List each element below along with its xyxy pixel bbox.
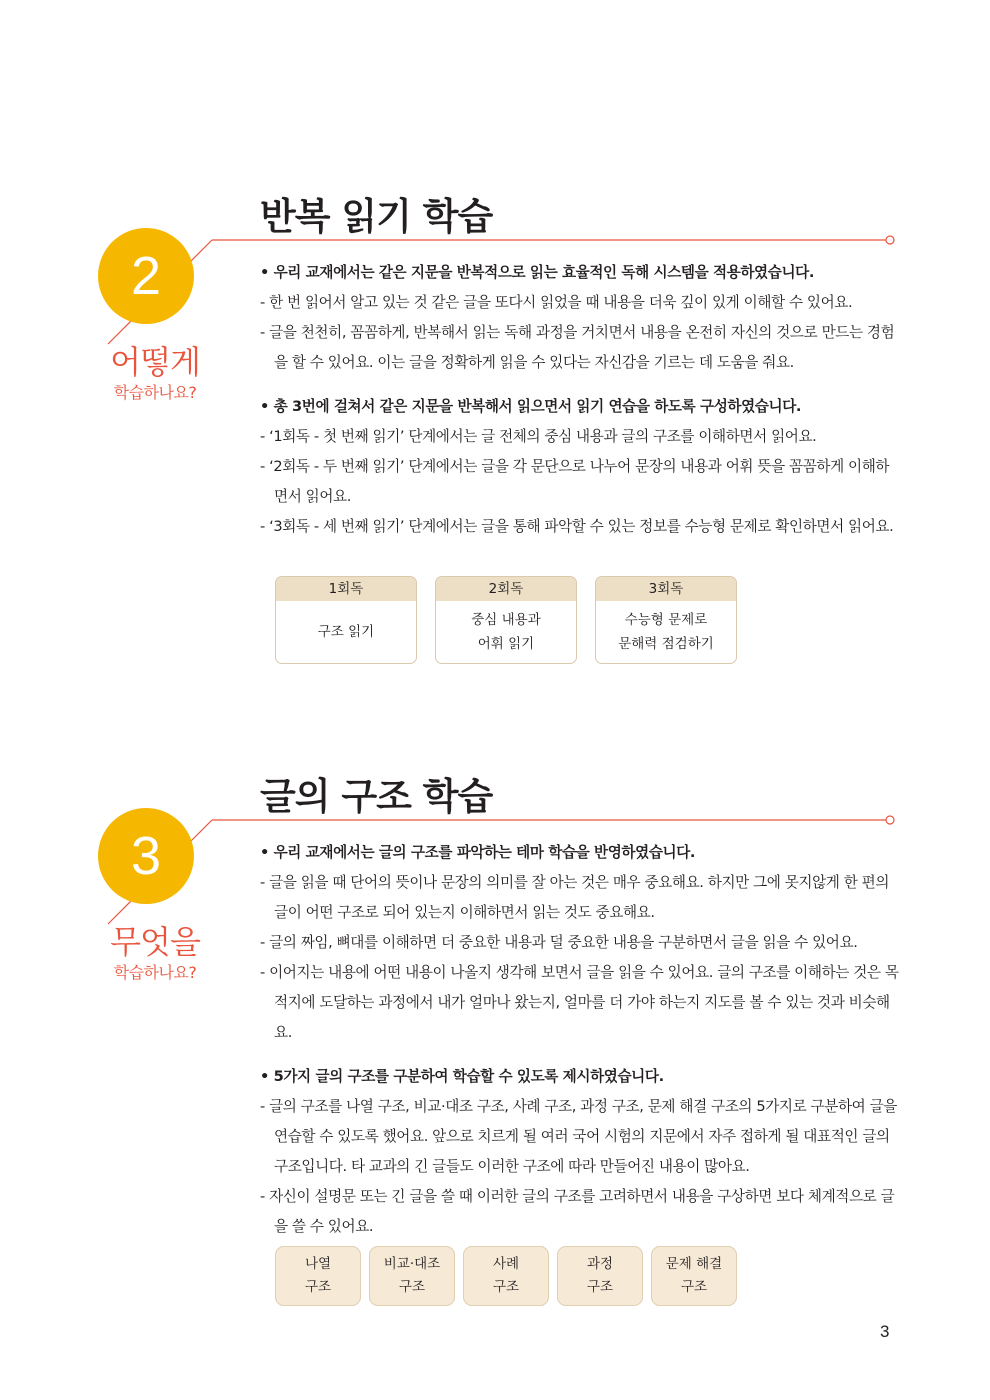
tag-text: 사례 구조 [492,1256,520,1295]
list-item: - 글의 짜임, 뼈대를 이해하면 더 중요한 내용과 덜 중요한 내용을 구분하면서 글을 읽을 수 있어요. [260,934,858,951]
tag-text: 비교·대조 구조 [383,1256,441,1295]
list-item: - 이어지는 내용에 어떤 내용이 나올지 생각해 보면서 글을 읽을 수 있어요. 글의 구조를 이해하는 것은 목적지에 도달하는 과정에서 내가 얼마나 왔는지, 얼마를 더 가야 하는지 지도를 볼 수 있는 것과 비슷해요. [260,964,899,1041]
list-item: - 한 번 읽어서 알고 있는 것 같은 글을 또다시 읽었을 때 내용을 더욱 깊이 있게 이해할 수 있어요. [260,294,853,311]
side-label-main: 무엇을 [110,923,200,961]
tag-text: 문제 해결 구조 [665,1256,723,1295]
list-item: - ‘1회독 - 첫 번째 읽기’ 단계에서는 글 전체의 중심 내용과 글의 구조를 이해하면서 읽어요. [260,428,817,445]
section-number-badge: 3 [98,808,194,904]
section-body [260,838,900,1242]
bullet-heading: • 총 3번에 걸쳐서 같은 지문을 반복해서 읽으면서 읽기 연습을 하도록 구성하였습니다. [260,398,802,415]
structure-tag [369,1246,455,1306]
side-label-sub: 학습하나요? [113,963,197,982]
card-text: 구조 읽기 [317,624,375,640]
list-item: - ‘3회독 - 세 번째 읽기’ 단계에서는 글을 통해 파악할 수 있는 정보를 수능형 문제로 확인하면서 읽어요. [260,518,894,535]
side-label-sub: 학습하나요? [113,383,197,402]
side-label-main: 어떻게 [110,343,200,381]
bullet-heading: • 5가지 글의 구조를 구분하여 학습할 수 있도록 제시하였습니다. [260,1068,664,1085]
list-item: - ‘2회독 - 두 번째 읽기’ 단계에서는 글을 각 문단으로 나누어 문장의 내용과 어휘 뜻을 꼼꼼하게 이해하면서 읽어요. [260,458,890,505]
bullet-heading: • 우리 교재에서는 글의 구조를 파악하는 테마 학습을 반영하였습니다. [260,844,696,861]
card-text: 수능형 문제로 문해력 점검하기 [618,612,714,652]
card-header: 3회독 [596,577,736,601]
structure-tag [275,1246,361,1306]
card-header: 1회독 [276,577,416,601]
card-header: 2회독 [436,577,576,601]
structure-tag [557,1246,643,1306]
list-item: - 자신이 설명문 또는 긴 글을 쓸 때 이러한 글의 구조를 고려하면서 내용을 구상하면 보다 체계적으로 글을 쓸 수 있어요. [260,1188,895,1235]
section-number-badge: 2 [98,228,194,324]
structure-tag [651,1246,737,1306]
section-title: 반복 읽기 학습 [260,195,493,238]
tag-text: 과정 구조 [586,1256,614,1295]
list-item: - 글을 읽을 때 단어의 뜻이나 문장의 의미를 잘 아는 것은 매우 중요해요. 하지만 그에 못지않게 한 편의 글이 어떤 구조로 되어 있는지 이해하면서 읽는 것도 중요해요. [260,874,890,921]
list-item: - 글의 구조를 나열 구조, 비교·대조 구조, 사례 구조, 과정 구조, 문제 해결 구조의 5가지로 구분하여 글을 연습할 수 있도록 했어요. 앞으로 치르게 될 여러 국어 시험의 지문에서 자주 접하게 될 대표적인 글의 구조입니다. 타 교과의 긴 글들도 이러한 구조에 따라 만들어진 내용이 많아요. [260,1098,897,1175]
bullet-heading: • 우리 교재에서는 같은 지문을 반복적으로 읽는 효율적인 독해 시스템을 적용하였습니다. [260,264,814,281]
tag-text: 나열 구조 [304,1256,332,1295]
structure-tag [463,1246,549,1306]
page-number: 3 [880,1322,890,1341]
section-title: 글의 구조 학습 [260,775,493,818]
list-item: - 글을 천천히, 꼼꼼하게, 반복해서 읽는 독해 과정을 거치면서 내용을 온전히 자신의 것으로 만드는 경험을 할 수 있어요. 이는 글을 정확하게 읽을 수 있다는 자신감을 기르는 데 도움을 줘요. [260,324,895,371]
card-text: 중심 내용과 어휘 읽기 [471,612,541,652]
